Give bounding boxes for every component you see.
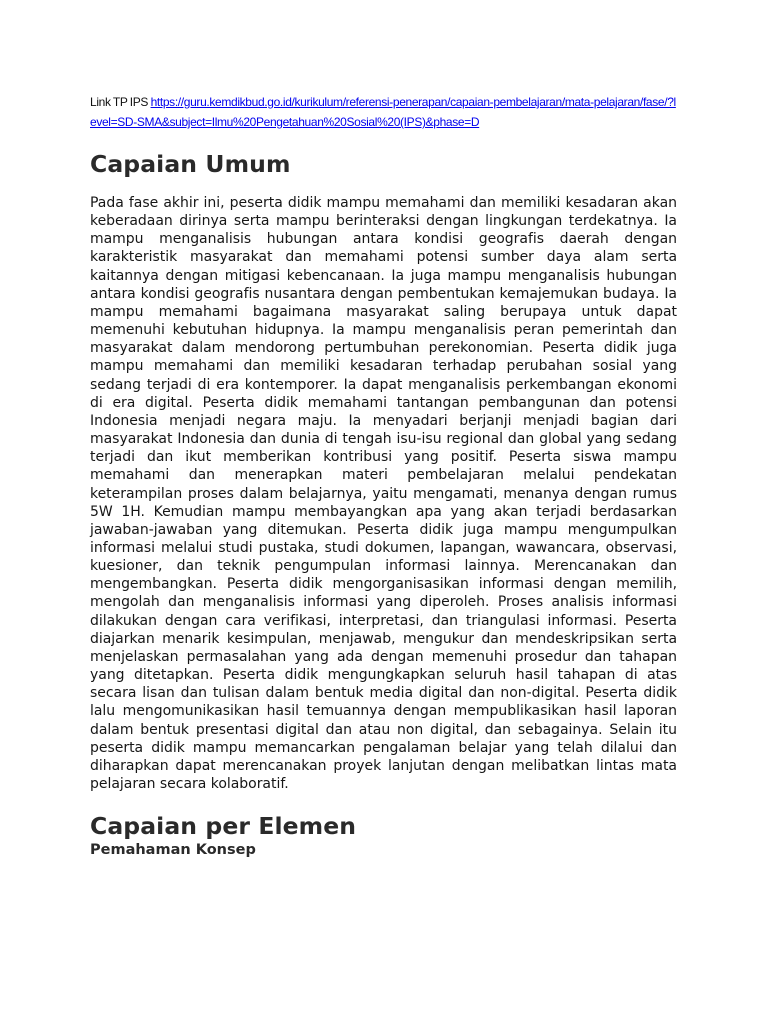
link-line [90,92,677,132]
link-label: Link TP IPS [90,95,149,109]
section-heading-capaian-per-elemen: Capaian per Elemen [90,812,357,841]
subheading-pemahaman-konsep: Pemahaman Konsep [90,842,256,859]
curriculum-link[interactable]: https://guru.kemdikbud.go.id/kurikulum/referensi-penerapan/capaian-pembelajaran/mata-pelajaran/fase/?level=SD-SMA&subject=Ilmu%20Pengetahuan%20Sosial%20(IPS)&phase=D [90,95,676,129]
document-page [90,92,677,859]
section-heading-capaian-umum: Capaian Umum [90,150,291,178]
capaian-umum-paragraph: Pada fase akhir ini, peserta didik mampu memahami dan memiliki kesadaran akan keberadaan dirinya serta mampu berinteraksi dengan lingkungan terdekatnya. Ia mampu menganalisis hubungan antara kondisi geografis daerah dengan karakteristik masyarakat dan memahami potensi sumber daya alam serta kaitannya dengan mitigasi kebencanaan. Ia juga mampu menganalisis hubungan antara kondisi geografis nusantara dengan pembentukan kemajemukan budaya. Ia mampu memahami bagaimana masyarakat saling berupaya untuk dapat memenuhi kebutuhan hidupnya. Ia mampu menganalisis peran pemerintah dan masyarakat dalam mendorong pertumbuhan perekonomian. Peserta didik juga mampu memahami dan memiliki kesadaran terhadap perubahan sosial yang sedang terjadi di era kontemporer. Ia dapat menganalisis perkembangan ekonomi di era digital. Peserta didik memahami tantangan pembangunan dan potensi Indonesia menjadi negara maju. Ia menyadari berjanji menjadi bagian dari masyarakat Indonesia dan dunia di tengah isu-isu regional dan global yang sedang terjadi dan ikut memberikan kontribusi yang positif. Peserta siswa mampu memahami dan menerapkan materi pembelajaran melalui pendekatan keterampilan proses dalam belajarnya, yaitu mengamati, menanya dengan rumus 5W 1H. Kemudian mampu membayangkan apa yang akan terjadi berdasarkan jawaban-jawaban yang ditemukan. Peserta didik juga mampu mengumpulkan informasi melalui studi pustaka, studi dokumen, lapangan, wawancara, observasi, kuesioner, dan teknik pengumpulan informasi lainnya. Merencanakan dan mengembangkan. Peserta didik mengorganisasikan informasi dengan memilih, mengolah dan menganalisis informasi yang diperoleh. Proses analisis informasi dilakukan dengan cara verifikasi, interpretasi, dan triangulasi informasi. Peserta diajarkan menarik kesimpulan, menjawab, mengukur dan mendeskripsikan serta menjelaskan permasalahan yang ada dengan memenuhi prosedur dan tahapan yang ditetapkan. Peserta didik mengungkapkan seluruh hasil tahapan di atas secara lisan dan tulisan dalam bentuk media digital dan non-digital. Peserta didik lalu mengomunikasikan hasil temuannya dengan mempublikasikan hasil laporan dalam bentuk presentasi digital dan atau non digital, dan sebagainya. Selain itu peserta didik mampu memancarkan pengalaman belajar yang telah dilalui dan diharapkan dapat merencanakan proyek lanjutan dengan melibatkan lintas mata pelajaran secara kolaboratif. [90,195,677,792]
